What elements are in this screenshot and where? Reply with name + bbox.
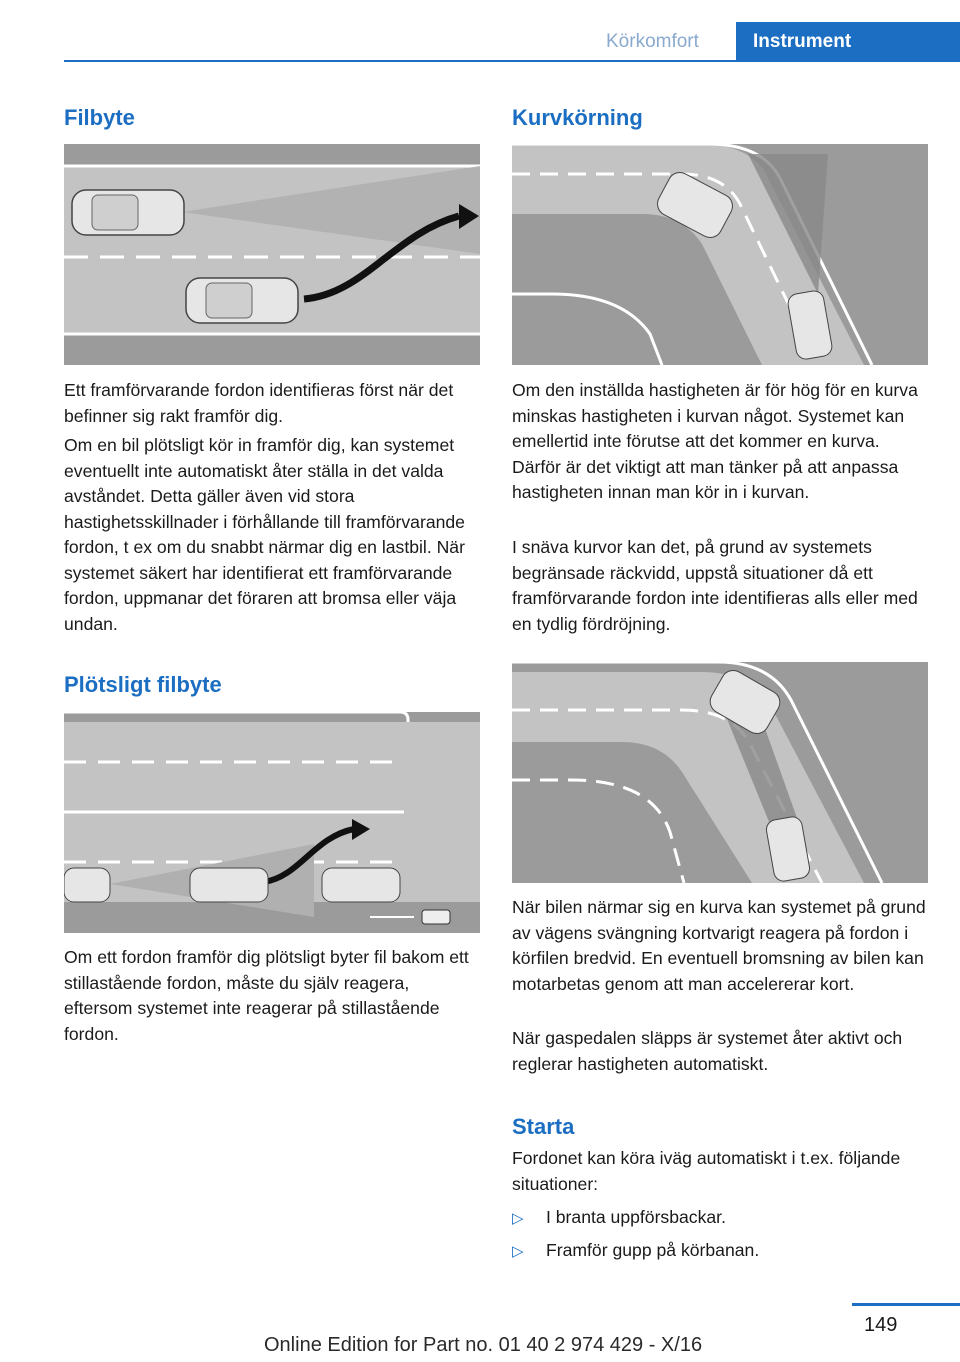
figure-sudden-lane-change	[64, 712, 480, 933]
paragraph: Om ett fordon framför dig plötsligt byter fil bakom ett stillastående fordon, måste du själv reagera, eftersom systemet inte reagerar på stillastående fordon.	[64, 947, 469, 1044]
paragraph: Om den inställda hastigheten är för hög för en kurva minskas hastigheten i kurvan något. Systemet kan emellertid inte förutse att det kommer en kurva. Därför är det viktigt att man tänker på att anpassa hastigheten innan man kör in i kurvan.	[512, 380, 918, 502]
paragraph: När gaspedalen släpps är systemet åter aktivt och reglerar hastigheten automatiskt.	[512, 1028, 903, 1074]
heading-starta: Starta	[512, 1114, 575, 1139]
triangle-bullet-icon: ▷	[512, 1210, 524, 1227]
paragraph: Om en bil plötsligt kör in framför dig, kan systemet eventuellt inte automatiskt åter ställa in det valda avståndet. Detta gäller även vid stora hastighetsskillnader i förhållande till framförvarande fordon, t ex om du snabbt närmar dig en lastbil. När systemet säkert har identifierat ett framförvarande fordon, uppmanar det föraren att bromsa eller väja undan.	[64, 435, 465, 634]
list-item: ▷ I branta uppförsbackar.	[512, 1205, 726, 1232]
footer-edition: Online Edition for Part no. 01 40 2 974 429 - X/16	[264, 1334, 703, 1356]
heading-plotsligt-filbyte: Plötsligt filbyte	[64, 672, 222, 697]
page-number: 149	[864, 1314, 898, 1336]
heading-filbyte: Filbyte	[64, 105, 135, 130]
figure-lane-change	[64, 144, 480, 365]
page-number-rule	[852, 1303, 960, 1306]
figure-curve-driving	[512, 144, 928, 365]
header-rule	[64, 60, 960, 62]
list-item: ▷ Framför gupp på körbanan.	[512, 1238, 759, 1265]
paragraph: När bilen närmar sig en kurva kan systemet på grund av vägens svängning kortvarigt reagera på fordon i körfilen bredvid. En eventuell bromsning av bilen kan motarbetas genom att man accelererar kort.	[512, 897, 926, 994]
triangle-bullet-icon: ▷	[512, 1243, 524, 1260]
heading-kurvkorning: Kurvkörning	[512, 105, 643, 130]
paragraph: Ett framförvarande fordon identifieras först när det befinner sig rakt framför dig.	[64, 380, 454, 426]
figure-curve-adjacent-lane	[512, 662, 928, 883]
car-ahead	[72, 190, 184, 235]
car-own	[186, 278, 298, 323]
section-tab[interactable]: Körkomfort	[606, 31, 699, 52]
paragraph: I snäva kurvor kan det, på grund av systemets begränsade räckvidd, uppstå situationer då ett framförvarande fordon inte identifieras alls eller med en tydlig fördröjning.	[512, 537, 918, 634]
paragraph: Fordonet kan köra iväg automatiskt i t.ex. följande situationer:	[512, 1148, 901, 1194]
active-section-tab[interactable]: Instrument	[736, 22, 960, 62]
